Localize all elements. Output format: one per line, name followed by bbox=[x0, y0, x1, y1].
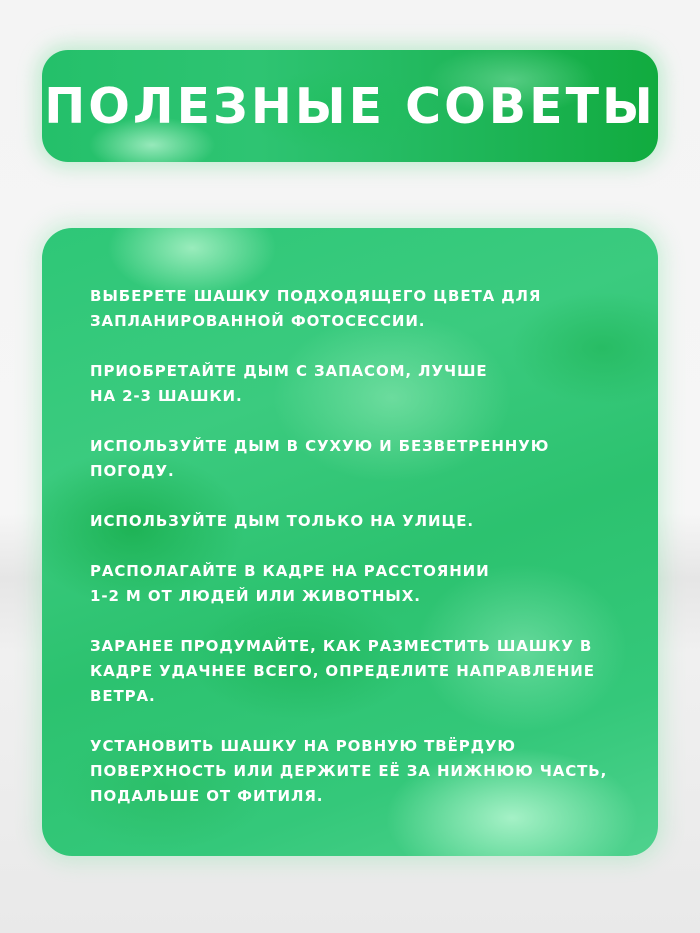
tip-item: ИСПОЛЬЗУЙТЕ ДЫМ ТОЛЬКО НА УЛИЦЕ. bbox=[90, 512, 475, 530]
tip-item: ЗАРАНЕЕ ПРОДУМАЙТЕ, КАК РАЗМЕСТИТЬ ШАШКУ В КАДРЕ УДАЧНЕЕ ВСЕГО, ОПРЕДЕЛИТЕ НАПРАВЛЕНИЕ ВЕТРА. bbox=[90, 637, 595, 705]
tip-item: ПРИОБРЕТАЙТЕ ДЫМ С ЗАПАСОМ, ЛУЧШЕ НА 2-3 ШАШКИ. bbox=[90, 362, 488, 405]
title-banner bbox=[42, 50, 658, 162]
tips-list bbox=[90, 284, 630, 809]
tip-item: УСТАНОВИТЬ ШАШКУ НА РОВНУЮ ТВЁРДУЮ ПОВЕРХНОСТЬ ИЛИ ДЕРЖИТЕ ЕЁ ЗА НИЖНЮЮ ЧАСТЬ, ПОДАЛЬШЕ ОТ ФИТИЛЯ. bbox=[90, 737, 608, 805]
tip-item: ВЫБЕРЕТЕ ШАШКУ ПОДХОДЯЩЕГО ЦВЕТА ДЛЯ ЗАПЛАНИРОВАННОЙ ФОТОСЕССИИ. bbox=[90, 287, 542, 330]
tip-item: ИСПОЛЬЗУЙТЕ ДЫМ В СУХУЮ И БЕЗВЕТРЕННУЮ ПОГОДУ. bbox=[90, 437, 550, 480]
tips-card bbox=[42, 228, 658, 856]
tip-item: РАСПОЛАГАЙТЕ В КАДРЕ НА РАССТОЯНИИ 1-2 М ОТ ЛЮДЕЙ ИЛИ ЖИВОТНЫХ. bbox=[90, 562, 490, 605]
page-title: ПОЛЕЗНЫЕ СОВЕТЫ bbox=[44, 77, 656, 135]
